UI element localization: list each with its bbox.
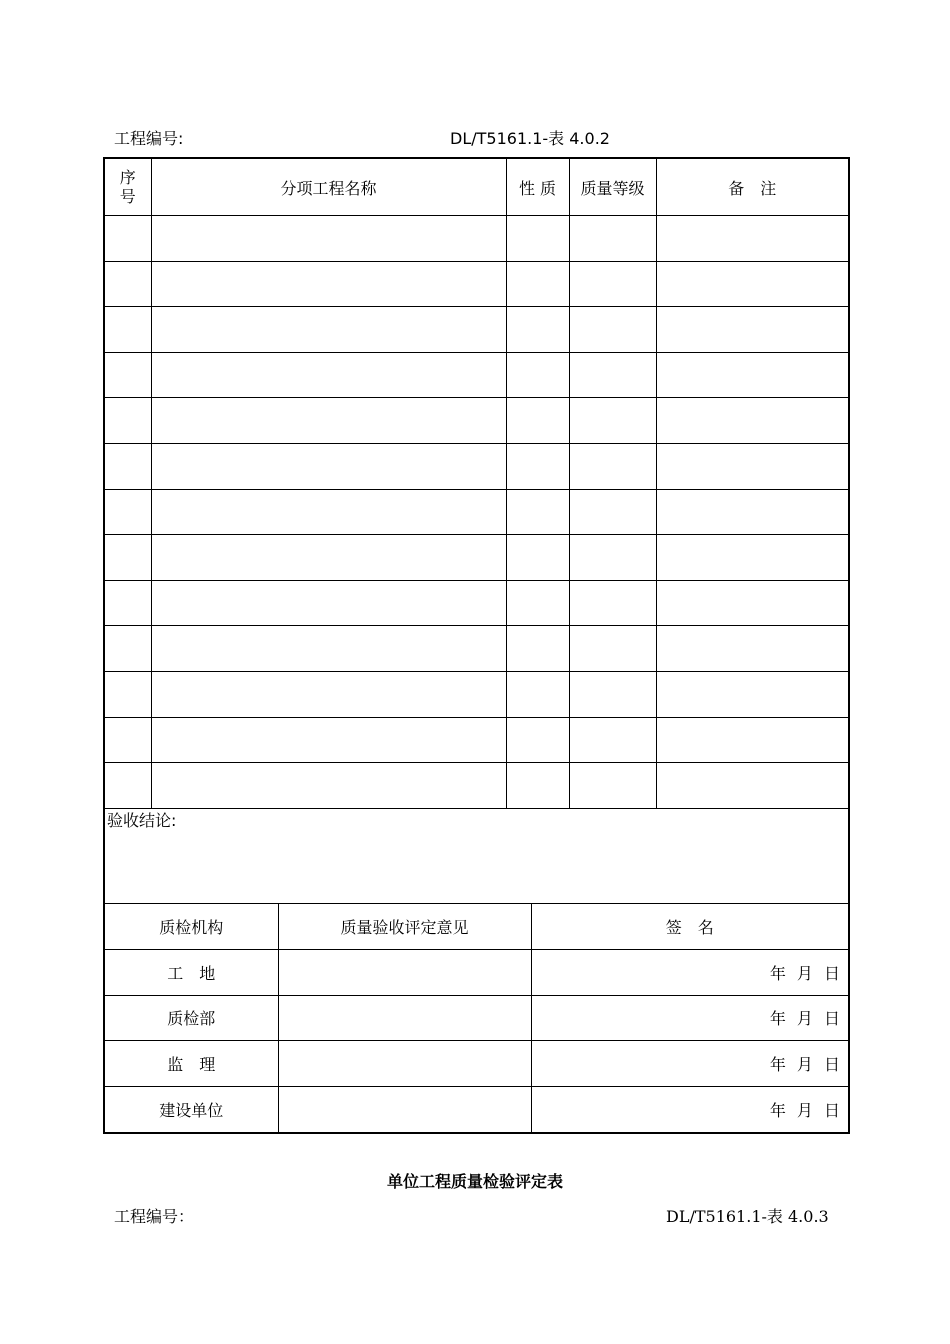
form-code: DL/T5161.1-表 4.0.2 bbox=[450, 129, 610, 148]
next-project-number-label: 工程编号： bbox=[114, 1207, 195, 1226]
signoff-header-row bbox=[104, 904, 849, 950]
table-cell bbox=[656, 580, 849, 626]
opinion-cell bbox=[278, 1041, 531, 1087]
table-row bbox=[104, 717, 849, 763]
table-cell bbox=[656, 398, 849, 444]
col-header-signature: 签 名 bbox=[531, 904, 849, 950]
col-header-subitem-name: 分项工程名称 bbox=[151, 158, 506, 216]
org-qc-dept: 质检部 bbox=[104, 995, 278, 1041]
table-cell bbox=[104, 216, 151, 262]
opinion-cell bbox=[278, 995, 531, 1041]
table-cell bbox=[656, 717, 849, 763]
table-cell bbox=[506, 535, 569, 581]
table-cell bbox=[569, 717, 656, 763]
org-supervisor: 监 理 bbox=[104, 1041, 278, 1087]
table-cell bbox=[656, 443, 849, 489]
table-cell bbox=[656, 489, 849, 535]
table-cell bbox=[656, 763, 849, 809]
table-cell bbox=[151, 398, 506, 444]
table-cell bbox=[569, 489, 656, 535]
acceptance-conclusion-label: 验收结论: bbox=[107, 811, 177, 830]
table-cell bbox=[104, 352, 151, 398]
table-cell bbox=[506, 261, 569, 307]
opinion-cell bbox=[278, 949, 531, 995]
table-cell bbox=[506, 717, 569, 763]
table-cell bbox=[569, 261, 656, 307]
table-cell bbox=[104, 489, 151, 535]
table-cell bbox=[656, 261, 849, 307]
table-cell bbox=[569, 216, 656, 262]
col-header-quality-grade: 质量等级 bbox=[569, 158, 656, 216]
table-cell bbox=[151, 261, 506, 307]
table-cell bbox=[151, 717, 506, 763]
table-row bbox=[104, 763, 849, 809]
table-row bbox=[104, 261, 849, 307]
table-cell bbox=[569, 580, 656, 626]
table-cell bbox=[656, 307, 849, 353]
table-row bbox=[104, 307, 849, 353]
table-cell bbox=[506, 398, 569, 444]
table-row bbox=[104, 352, 849, 398]
col-header-inspection-org: 质检机构 bbox=[104, 904, 278, 950]
table-cell bbox=[506, 763, 569, 809]
table-cell bbox=[506, 671, 569, 717]
table-cell bbox=[151, 216, 506, 262]
table-cell bbox=[569, 671, 656, 717]
next-form-title: 单位工程质量检验评定表 bbox=[386, 1172, 563, 1191]
table-row bbox=[104, 398, 849, 444]
table-cell bbox=[656, 626, 849, 672]
table-row bbox=[104, 671, 849, 717]
table-cell bbox=[151, 626, 506, 672]
signature-date: 年 月 日 bbox=[531, 1087, 849, 1133]
signoff-table bbox=[103, 903, 850, 1134]
table-cell bbox=[104, 535, 151, 581]
org-owner: 建设单位 bbox=[104, 1087, 278, 1133]
signature-date: 年 月 日 bbox=[531, 1041, 849, 1087]
col-header-remarks: 备 注 bbox=[656, 158, 849, 216]
table-cell bbox=[569, 307, 656, 353]
signoff-row-qc-dept bbox=[104, 995, 849, 1041]
table-header-row bbox=[104, 158, 849, 216]
table-cell bbox=[656, 671, 849, 717]
subitem-table bbox=[103, 157, 850, 809]
project-number-label: 工程编号: bbox=[114, 129, 184, 148]
table-cell bbox=[656, 352, 849, 398]
signature-date: 年 月 日 bbox=[531, 995, 849, 1041]
signoff-row-supervisor bbox=[104, 1041, 849, 1087]
table-cell bbox=[104, 717, 151, 763]
org-site: 工 地 bbox=[104, 949, 278, 995]
col-header-opinion: 质量验收评定意见 bbox=[278, 904, 531, 950]
table-cell bbox=[506, 489, 569, 535]
table-cell bbox=[506, 443, 569, 489]
col-header-serial: 序号 bbox=[104, 158, 151, 216]
opinion-cell bbox=[278, 1087, 531, 1133]
table-cell bbox=[151, 671, 506, 717]
table-cell bbox=[506, 352, 569, 398]
table-cell bbox=[151, 443, 506, 489]
table-cell bbox=[104, 763, 151, 809]
table-cell bbox=[506, 580, 569, 626]
table-cell bbox=[151, 352, 506, 398]
table-cell bbox=[151, 489, 506, 535]
table-cell bbox=[506, 216, 569, 262]
table-row bbox=[104, 216, 849, 262]
table-cell bbox=[104, 307, 151, 353]
table-cell bbox=[104, 626, 151, 672]
signoff-row-site bbox=[104, 949, 849, 995]
table-row bbox=[104, 580, 849, 626]
table-cell bbox=[104, 261, 151, 307]
table-cell bbox=[151, 580, 506, 626]
table-cell bbox=[151, 307, 506, 353]
table-cell bbox=[569, 352, 656, 398]
next-form-code: DL/T5161.1-表 4.0.3 bbox=[666, 1207, 829, 1226]
table-cell bbox=[104, 398, 151, 444]
table-cell bbox=[569, 763, 656, 809]
table-row bbox=[104, 489, 849, 535]
signoff-row-owner bbox=[104, 1087, 849, 1133]
signature-date: 年 月 日 bbox=[531, 949, 849, 995]
table-cell bbox=[104, 671, 151, 717]
table-cell bbox=[104, 443, 151, 489]
table-cell bbox=[569, 443, 656, 489]
table-cell bbox=[569, 535, 656, 581]
table-cell bbox=[151, 763, 506, 809]
table-cell bbox=[569, 398, 656, 444]
table-cell bbox=[656, 535, 849, 581]
table-cell bbox=[104, 580, 151, 626]
table-cell bbox=[151, 535, 506, 581]
acceptance-conclusion-box bbox=[103, 809, 850, 903]
table-row bbox=[104, 626, 849, 672]
table-cell bbox=[506, 307, 569, 353]
table-row bbox=[104, 443, 849, 489]
table-cell bbox=[656, 216, 849, 262]
table-cell bbox=[569, 626, 656, 672]
table-cell bbox=[506, 626, 569, 672]
col-header-nature: 性 质 bbox=[506, 158, 569, 216]
table-row bbox=[104, 535, 849, 581]
